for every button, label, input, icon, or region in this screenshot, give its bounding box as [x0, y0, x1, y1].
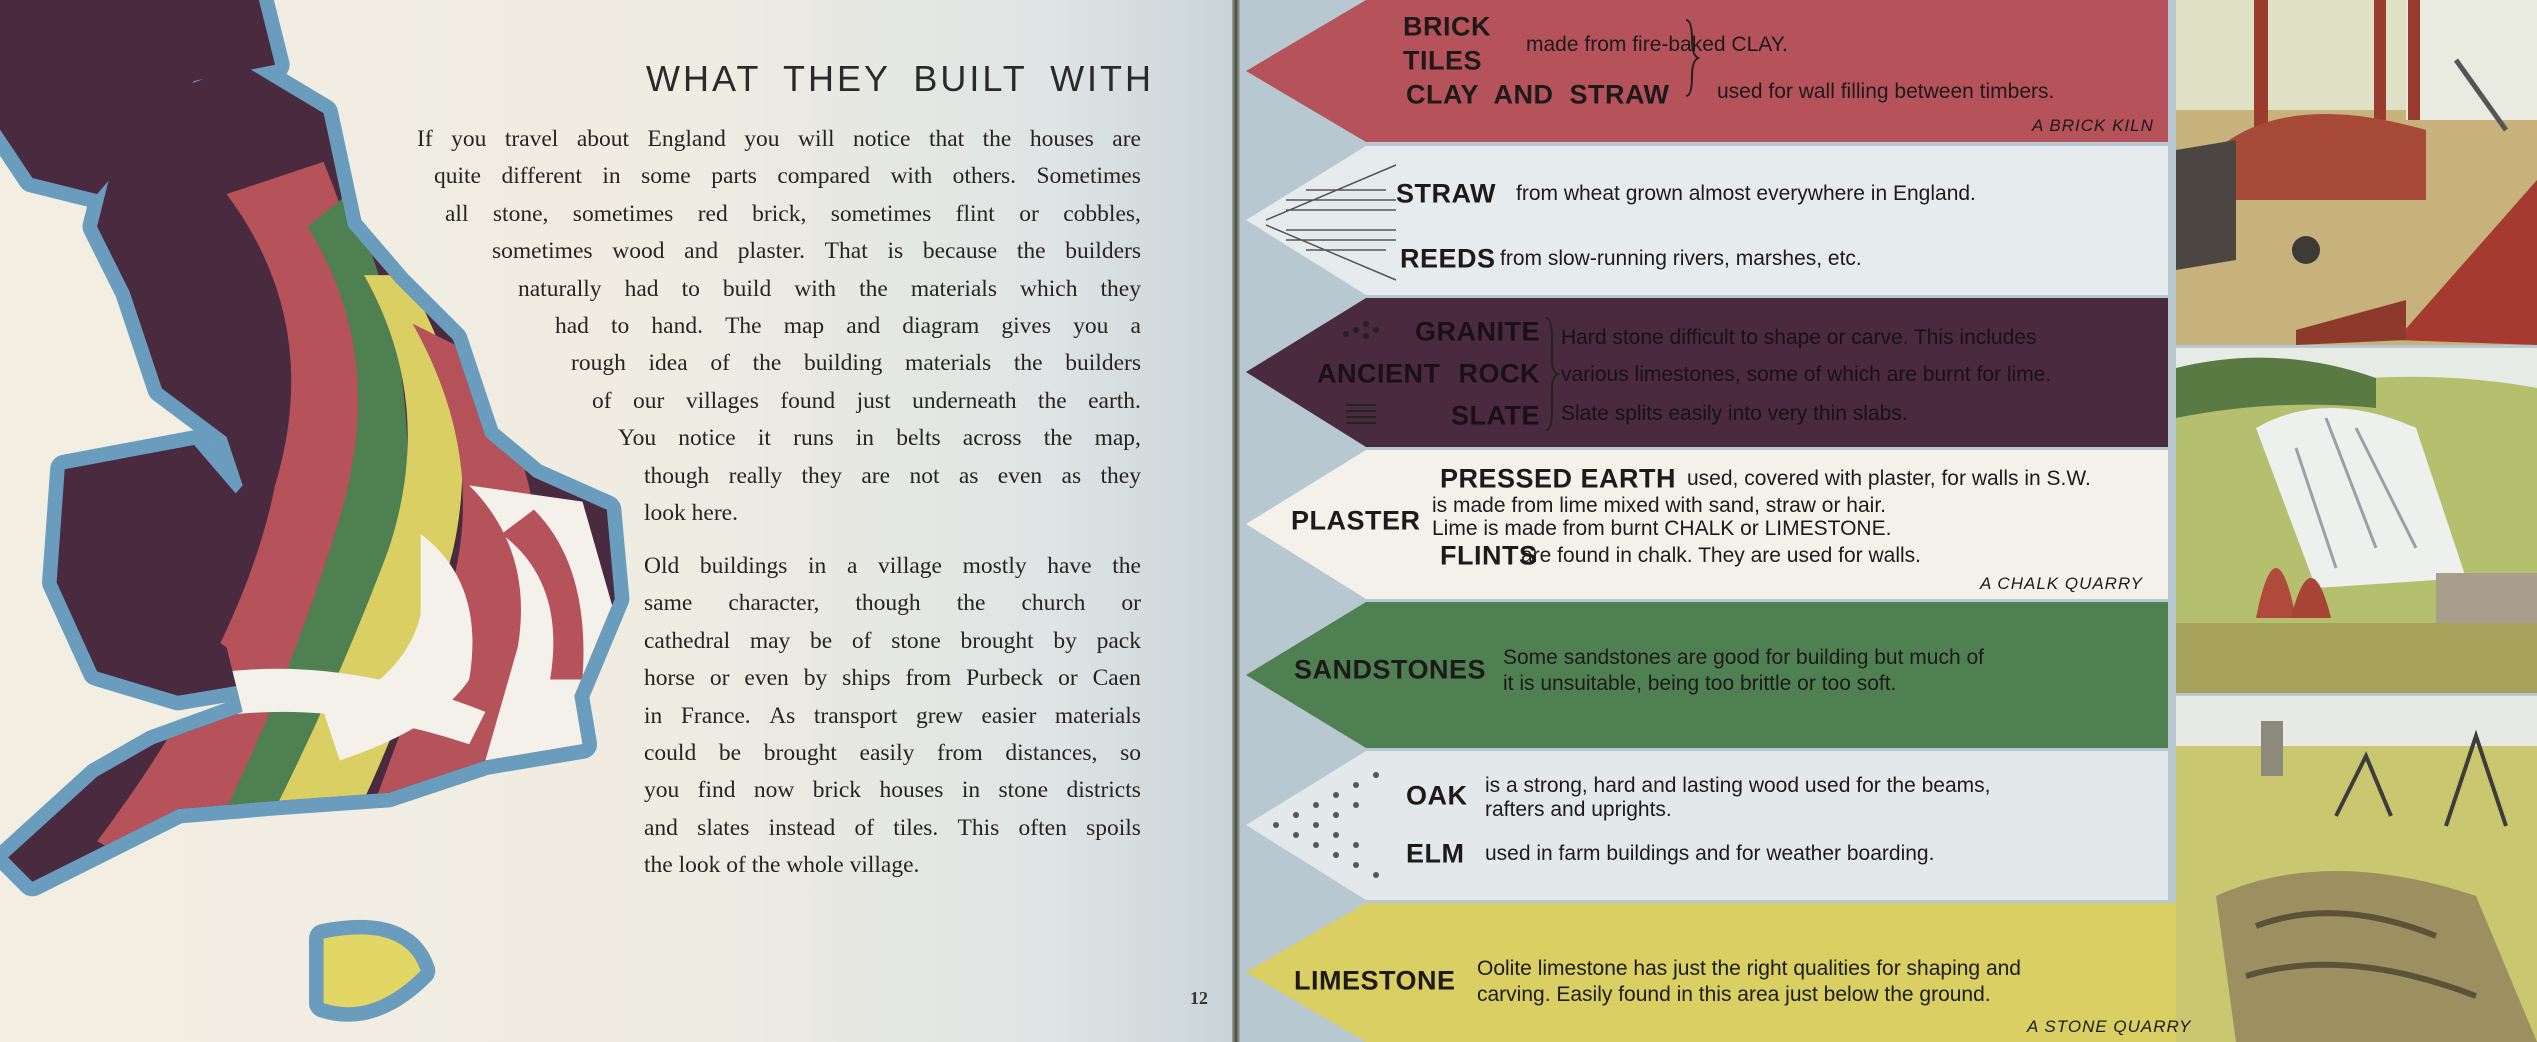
book-spine: [1232, 0, 1240, 1042]
body-text-line: of our villages found just underneath the earth.: [592, 387, 1141, 414]
body-text-line: sometimes wood and plaster. That is because the builders: [492, 238, 1141, 265]
desc-sandstones-1: Some sandstones are good for building but much of: [1503, 646, 1984, 669]
body-text-line: though really they are not as even as they: [644, 462, 1141, 489]
england-geology-map: [0, 0, 720, 1042]
brick-kiln-illustration: [2176, 0, 2537, 345]
body-text-line: all stone, sometimes red brick, sometimes flint or cobbles,: [445, 200, 1141, 227]
label-flints: FLINTS: [1440, 540, 1538, 571]
desc-plaster-1: is made from lime mixed with sand, straw or hair.: [1432, 494, 1886, 517]
stone-quarry-illustration: [2176, 696, 2537, 1042]
page-number: 12: [1190, 988, 1208, 1008]
arrow-thatch: [1246, 146, 2168, 295]
label-elm: ELM: [1406, 838, 1465, 869]
desc-oak-2: rafters and uprights.: [1485, 798, 1672, 821]
label-ancient-rock: ANCIENT ROCK: [1317, 358, 1540, 389]
body-text-line: and slates instead of tiles. This often spoils: [644, 814, 1141, 841]
body-text-line: in France. As transport grew easier materials: [644, 702, 1141, 729]
desc-ancient-rock-2: various limestones, some of which are burnt for lime.: [1561, 363, 2052, 386]
caption-brick-kiln: A BRICK KILN: [2032, 116, 2154, 135]
label-oak: OAK: [1406, 780, 1468, 811]
body-text-line: look here.: [644, 500, 738, 526]
desc-oak-1: is a strong, hard and lasting wood used for the beams,: [1485, 774, 1991, 797]
arrow-clay: [1246, 0, 2168, 142]
body-text-line: rough idea of the building materials the builders: [571, 350, 1141, 377]
desc-plaster-2: Lime is made from burnt CHALK or LIMESTONE.: [1432, 517, 1892, 540]
desc-reeds: from slow-running rivers, marshes, etc.: [1500, 247, 1862, 270]
label-straw: STRAW: [1396, 178, 1496, 209]
label-sandstones: SANDSTONES: [1294, 654, 1487, 685]
desc-ancient-rock-1: Hard stone difficult to shape or carve. This includes: [1561, 326, 2037, 349]
chalk-quarry-illustration: [2176, 348, 2537, 693]
label-limestone: LIMESTONE: [1294, 965, 1456, 996]
desc-pressed-earth: used, covered with plaster, for walls in S.W.: [1687, 467, 2091, 490]
desc-ancient-rock-3: Slate splits easily into very thin slabs.: [1561, 402, 1908, 425]
desc-straw: from wheat grown almost everywhere in England.: [1516, 182, 1976, 205]
label-pressed-earth: PRESSED EARTH: [1440, 463, 1677, 494]
label-granite: GRANITE: [1415, 316, 1540, 347]
label-tiles: TILES: [1403, 45, 1483, 76]
body-text-line: You notice it runs in belts across the map,: [618, 425, 1141, 452]
desc-limestone-1: Oolite limestone has just the right qualities for shaping and: [1477, 957, 2021, 980]
body-text-line: cathedral may be of stone brought by pack: [644, 627, 1141, 654]
body-text-line: same character, though the church or: [644, 590, 1141, 617]
desc-flints: are found in chalk. They are used for walls.: [1521, 544, 1921, 567]
body-text-line: quite different in some parts compared with others. Sometimes: [434, 163, 1141, 190]
body-text-line: If you travel about England you will notice that the houses are: [417, 126, 1141, 152]
label-plaster: PLASTER: [1291, 505, 1421, 536]
left-page: [0, 0, 1238, 1042]
desc-brick-tiles: made from fire-baked CLAY.: [1526, 33, 1788, 56]
label-slate: SLATE: [1451, 400, 1540, 431]
body-text-line: Old buildings in a village mostly have the: [644, 553, 1141, 579]
desc-limestone-2: carving. Easily found in this area just below the ground.: [1477, 983, 1991, 1006]
page-title: WHAT THEY BUILT WITH: [646, 58, 1155, 99]
caption-stone-quarry: A STONE QUARRY: [2027, 1017, 2192, 1036]
label-reeds: REEDS: [1400, 243, 1496, 274]
desc-elm: used in farm buildings and for weather boarding.: [1485, 842, 1935, 865]
body-text-line: had to hand. The map and diagram gives you a: [555, 313, 1141, 339]
body-text-line: horse or even by ships from Purbeck or Caen: [644, 665, 1141, 692]
desc-clay-and-straw: used for wall filling between timbers.: [1717, 80, 2055, 103]
body-text-line: naturally had to build with the materials which they: [518, 275, 1141, 302]
right-page: [1240, 0, 2537, 1042]
label-brick: BRICK: [1403, 11, 1491, 42]
desc-sandstones-2: it is unsuitable, being too brittle or too soft.: [1503, 672, 1897, 695]
caption-chalk-quarry: A CHALK QUARRY: [1980, 574, 2143, 593]
body-text-line: the look of the whole village.: [644, 852, 920, 879]
body-text-line: could be brought easily from distances, so: [644, 740, 1141, 766]
body-text-line: you find now brick houses in stone districts: [644, 777, 1141, 804]
label-clay-and-straw: CLAY AND STRAW: [1406, 79, 1670, 110]
